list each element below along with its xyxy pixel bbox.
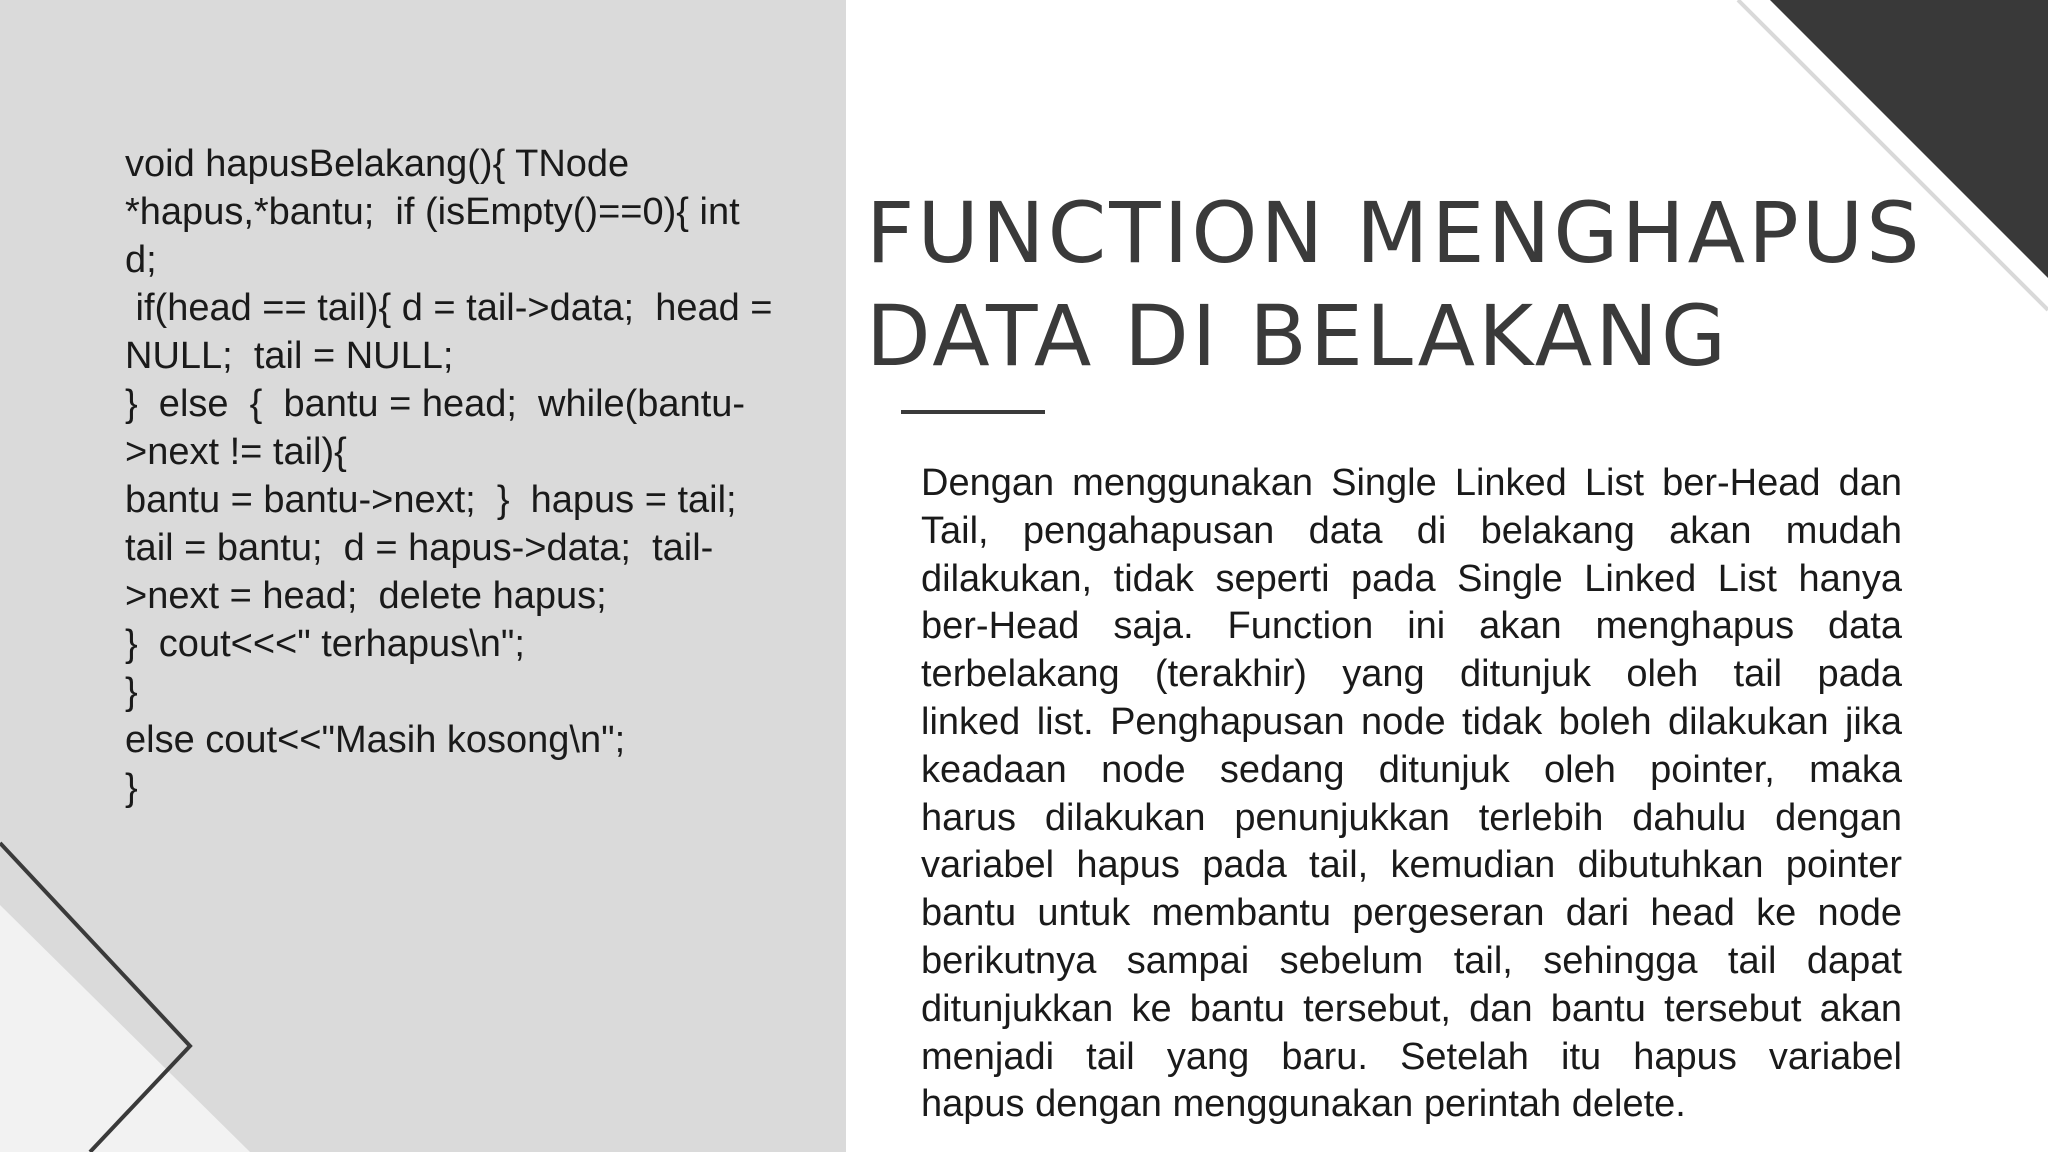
description-line: Tail, pengahapusan data di belakang akan mudah xyxy=(921,509,1902,552)
code-line: >next = head; delete hapus; xyxy=(125,575,607,617)
code-line: *hapus,*bantu; if (isEmpty()==0){ int xyxy=(125,191,740,233)
description-paragraph xyxy=(921,460,1902,1129)
code-line: } else { bantu = head; while(bantu- xyxy=(125,383,746,425)
code-line: else cout<<"Masih kosong\n"; xyxy=(125,719,626,761)
description-line: berikutnya sampai sebelum tail, sehingga tail dapat xyxy=(921,939,1902,982)
slide-title-line-2: DATA DI BELAKANG xyxy=(866,287,1730,385)
description-line: hapus dengan menggunakan perintah delete. xyxy=(921,1083,1686,1126)
description-line: ber-Head saja. Function ini akan menghapus data xyxy=(921,605,1902,648)
code-line: if(head == tail){ d = tail->data; head = xyxy=(125,287,773,329)
code-line: } xyxy=(125,767,138,809)
code-line: d; xyxy=(125,239,157,281)
description-line: Dengan menggunakan Single Linked List ber-Head dan xyxy=(921,462,1902,504)
slide-title-line-1: FUNCTION MENGHAPUS xyxy=(866,184,1923,282)
code-snippet xyxy=(125,140,815,812)
title-underline xyxy=(901,410,1045,414)
description-line: bantu untuk membantu pergeseran dari head ke node xyxy=(921,892,1902,935)
description-line: ditunjukkan ke bantu tersebut, dan bantu tersebut akan xyxy=(921,987,1902,1030)
code-line: } xyxy=(125,671,138,713)
code-line: void hapusBelakang(){ TNode xyxy=(125,143,630,185)
slide-title xyxy=(866,182,1986,388)
code-line: tail = bantu; d = hapus->data; tail- xyxy=(125,527,714,569)
code-line: } cout<<<" terhapus\n"; xyxy=(125,623,525,665)
code-line: NULL; tail = NULL; xyxy=(125,335,454,377)
code-line: >next != tail){ xyxy=(125,431,347,473)
description-line: variabel hapus pada tail, kemudian dibutuhkan pointer xyxy=(921,844,1902,887)
description-line: terbelakang (terakhir) yang ditunjuk oleh tail pada xyxy=(921,653,1902,696)
description-line: dilakukan, tidak seperti pada Single Linked List hanya xyxy=(921,557,1902,600)
description-line: keadaan node sedang ditunjuk oleh pointer, maka xyxy=(921,748,1902,791)
description-line: menjadi tail yang baru. Setelah itu hapus variabel xyxy=(921,1035,1902,1078)
code-line: bantu = bantu->next; } hapus = tail; xyxy=(125,479,737,521)
description-line: harus dilakukan penunjukkan terlebih dahulu dengan xyxy=(921,796,1902,839)
description-line: linked list. Penghapusan node tidak boleh dilakukan jika xyxy=(921,700,1902,743)
